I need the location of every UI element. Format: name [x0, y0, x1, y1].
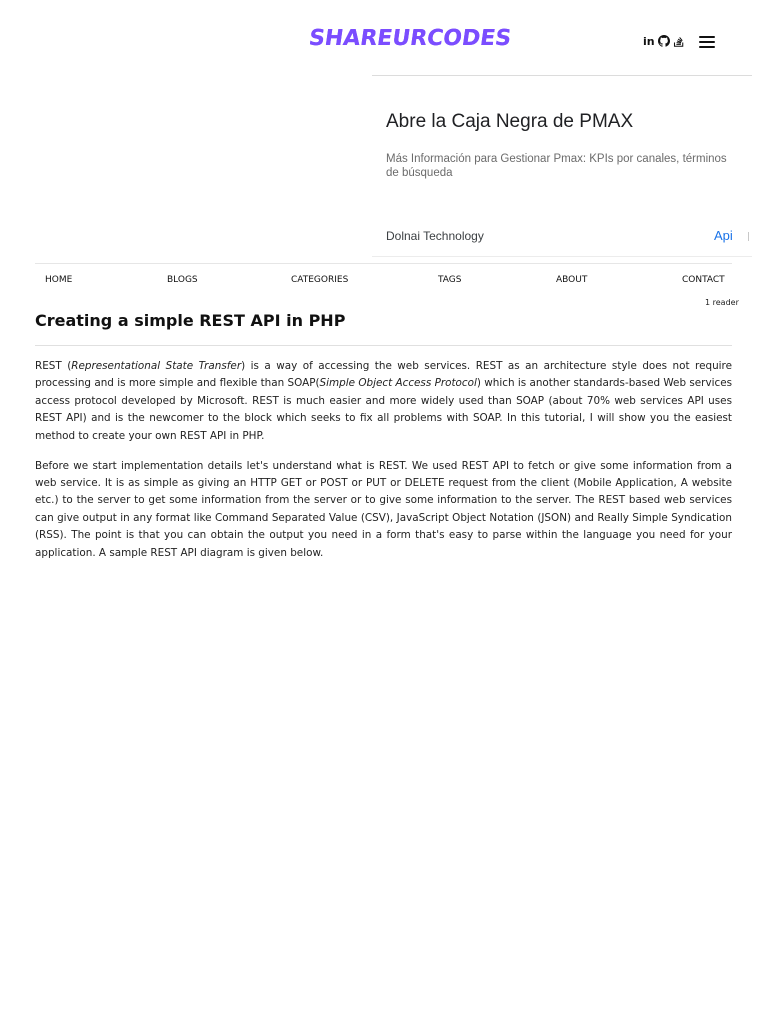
- page-title: Creating a simple REST API in PHP: [35, 311, 346, 330]
- nav-item-about[interactable]: ABOUT: [556, 275, 588, 285]
- main-nav: [35, 263, 732, 295]
- social-links: [643, 35, 685, 49]
- text-run: ) which is another standards-based Web services access protocol developed by Microsoft. REST is much easier and more widely used than SOAP (about 70% web services API uses REST API) and is the newcomer to the block which seeks to fix all problems with SOAP. In this tutorial, I will show you the easiest method to create your own REST API in PHP.: [35, 377, 732, 442]
- ad-cta-divider: [748, 232, 749, 241]
- nav-item-categories[interactable]: CATEGORIES: [291, 275, 349, 285]
- article-paragraph: [35, 358, 732, 445]
- site-header: [0, 0, 768, 80]
- term-emphasis: Simple Object Access Protocol: [319, 377, 477, 390]
- term-emphasis: Representational State Transfer: [71, 360, 242, 372]
- ad-advertiser: Dolnai Technology: [386, 229, 484, 243]
- nav-item-blogs[interactable]: BLOGS: [167, 275, 198, 285]
- article-paragraph: Before we start implementation details let's understand what is REST. We used REST API to fetch or give some information from a web service. It is as simple as giving an HTTP GET or POST or PUT or DELETE request from the client (Mobile Application, A website etc.) to the server to get some information from the server or to give some information to the server. The REST based web services can give output in any format like Command Separated Value (CSV), JavaScript Object Notation (JSON) and Really Simple Syndication (RSS). The point is that you can obtain the output you need in a form that's easy to parse within the language you need for your application. A sample REST API diagram is given below.: [35, 459, 732, 559]
- text-run: REST (: [35, 360, 72, 372]
- nav-item-home[interactable]: HOME: [45, 275, 73, 285]
- ad-description: Más Información para Gestionar Pmax: KPIs por canales, términos de búsqueda: [386, 153, 727, 179]
- site-logo[interactable]: SHAREURCODES: [307, 26, 513, 51]
- stackoverflow-icon[interactable]: [673, 35, 685, 49]
- title-divider: [35, 345, 732, 346]
- github-icon[interactable]: [658, 35, 670, 49]
- reader-count: 1 reader: [705, 298, 739, 307]
- text-run: ) is a way of accessing the web services. REST as an architecture style does not require processing and is more simple and flexible than SOAP(: [35, 360, 732, 390]
- hamburger-menu-icon[interactable]: [699, 36, 715, 49]
- ad-banner[interactable]: [372, 75, 752, 257]
- nav-item-tags[interactable]: TAGS: [438, 275, 462, 285]
- article-body: [35, 358, 732, 574]
- nav-item-contact[interactable]: CONTACT: [682, 275, 725, 285]
- linkedin-icon[interactable]: in: [643, 35, 655, 48]
- ad-title[interactable]: Abre la Caja Negra de PMAX: [386, 111, 634, 132]
- ad-cta-button[interactable]: Api: [714, 228, 733, 243]
